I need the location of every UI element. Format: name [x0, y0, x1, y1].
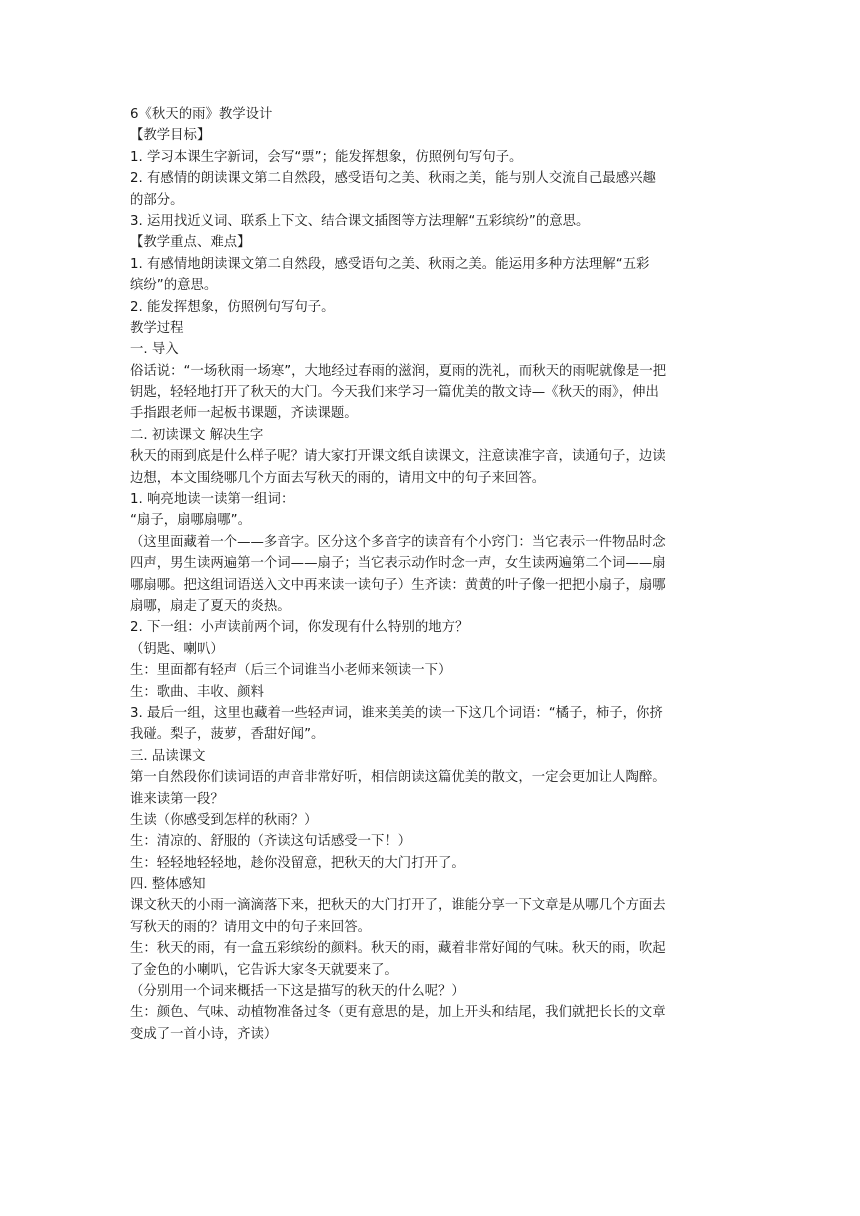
text-line: 生：里面都有轻声（后三个词谁当小老师来领读一下）	[130, 663, 452, 679]
text-line: 1. 有感情地朗读课文第二自然段，感受语句之美、秋雨之美。能运用多种方法理解“五彩	[130, 256, 650, 272]
text-line: 手指跟老师一起板书课题，齐读课题。	[130, 406, 358, 422]
text-line: 1. 学习本课生字新词，会写“票”；能发挥想象，仿照例句写句子。	[130, 149, 523, 165]
text-line: （钥匙、喇叭）	[130, 641, 224, 657]
text-line: 变成了一首小诗，齐读）	[130, 1026, 278, 1042]
text-line: （这里面藏着一个——多音字。区分这个多音字的读音有个小窍门：当它表示一件物品时念	[130, 534, 666, 550]
text-line: 四. 整体感知	[130, 877, 206, 893]
text-line: 生读（你感受到怎样的秋雨？）	[130, 812, 318, 828]
text-line: 2. 有感情的朗读课文第二自然段，感受语句之美、秋雨之美，能与别人交流自己最感兴趣	[130, 171, 656, 187]
text-line: 四声，男生读两遍第一个词——扇子；当它表示动作时念一声，女生读两遍第二个词——扇	[130, 556, 666, 572]
text-line: 生：清凉的、舒服的（齐读这句话感受一下！）	[130, 834, 412, 850]
text-line: 了金色的小喇叭，它告诉大家冬天就要来了。	[130, 962, 398, 978]
text-line: 【教学重点、难点】	[130, 235, 251, 251]
text-line: 写秋天的雨的？请用文中的句子来回答。	[130, 919, 372, 935]
text-line: 【教学目标】	[130, 128, 211, 144]
text-line: 谁来读第一段？	[130, 791, 224, 807]
text-line: 钥匙，轻轻地打开了秋天的大门。今天我们来学习一篇优美的散文诗—《秋天的雨》，伸出	[130, 385, 659, 401]
text-line: 哪扇哪。把这组词语送入文中再来读一读句子）生齐读：黄黄的叶子像一把把小扇子，扇哪	[130, 577, 666, 593]
text-line: 第一自然段你们读词语的声音非常好听，相信朗读这篇优美的散文，一定会更加让人陶醉。	[130, 770, 666, 786]
text-line: 1. 响亮地读一读第一组词：	[130, 492, 295, 508]
text-line: 秋天的雨到底是什么样子呢？请大家打开课文纸自读课文，注意读准字音，读通句子，边读	[130, 449, 666, 465]
text-line: 3. 最后一组，这里也藏着一些轻声词，谁来美美的读一下这几个词语：“橘子，柿子，你挤	[130, 705, 663, 721]
text-line: 我碰。梨子，菠萝，香甜好闻”。	[130, 727, 325, 743]
text-line: 二. 初读课文 解决生字	[130, 427, 264, 443]
text-line: 6《秋天的雨》教学设计	[130, 107, 273, 122]
text-line: （分别用一个词来概括一下这是描写的秋天的什么呢？）	[130, 984, 465, 1000]
text-line: 课文秋天的小雨一滴滴落下来，把秋天的大门打开了，谁能分享一下文章是从哪几个方面去	[130, 898, 666, 914]
text-line: “扇子，扇哪扇哪”。	[130, 513, 251, 529]
text-line: 缤纷”的意思。	[130, 278, 218, 294]
text-line: 一. 导入	[130, 342, 179, 358]
document-body	[130, 104, 730, 1045]
text-line: 俗话说：“一场秋雨一场寒”，大地经过春雨的滋润，夏雨的洗礼，而秋天的雨呢就像是一把	[130, 363, 667, 379]
text-line: 2. 能发挥想象，仿照例句写句子。	[130, 299, 335, 315]
text-line: 扇哪，扇走了夏天的炎热。	[130, 598, 291, 614]
text-line: 的部分。	[130, 192, 184, 208]
text-line: 2. 下一组：小声读前两个词，你发现有什么特别的地方？	[130, 620, 469, 636]
text-line: 生：颜色、气味、动植物准备过冬（更有意思的是，加上开头和结尾，我们就把长长的文章	[130, 1005, 666, 1021]
text-line: 教学过程	[130, 320, 184, 336]
text-line: 生：轻轻地轻轻地，趁你没留意，把秋天的大门打开了。	[130, 855, 465, 871]
text-line: 三. 品读课文	[130, 748, 206, 764]
text-line: 生：秋天的雨，有一盒五彩缤纷的颜料。秋天的雨，藏着非常好闻的气味。秋天的雨，吹起	[130, 941, 666, 957]
text-line: 边想，本文围绕哪几个方面去写秋天的雨的，请用文中的句子来回答。	[130, 470, 546, 486]
text-line: 3. 运用找近义词、联系上下文、结合课文插图等方法理解“五彩缤纷”的意思。	[130, 213, 590, 229]
text-line: 生：歌曲、丰收、颜料	[130, 684, 264, 700]
